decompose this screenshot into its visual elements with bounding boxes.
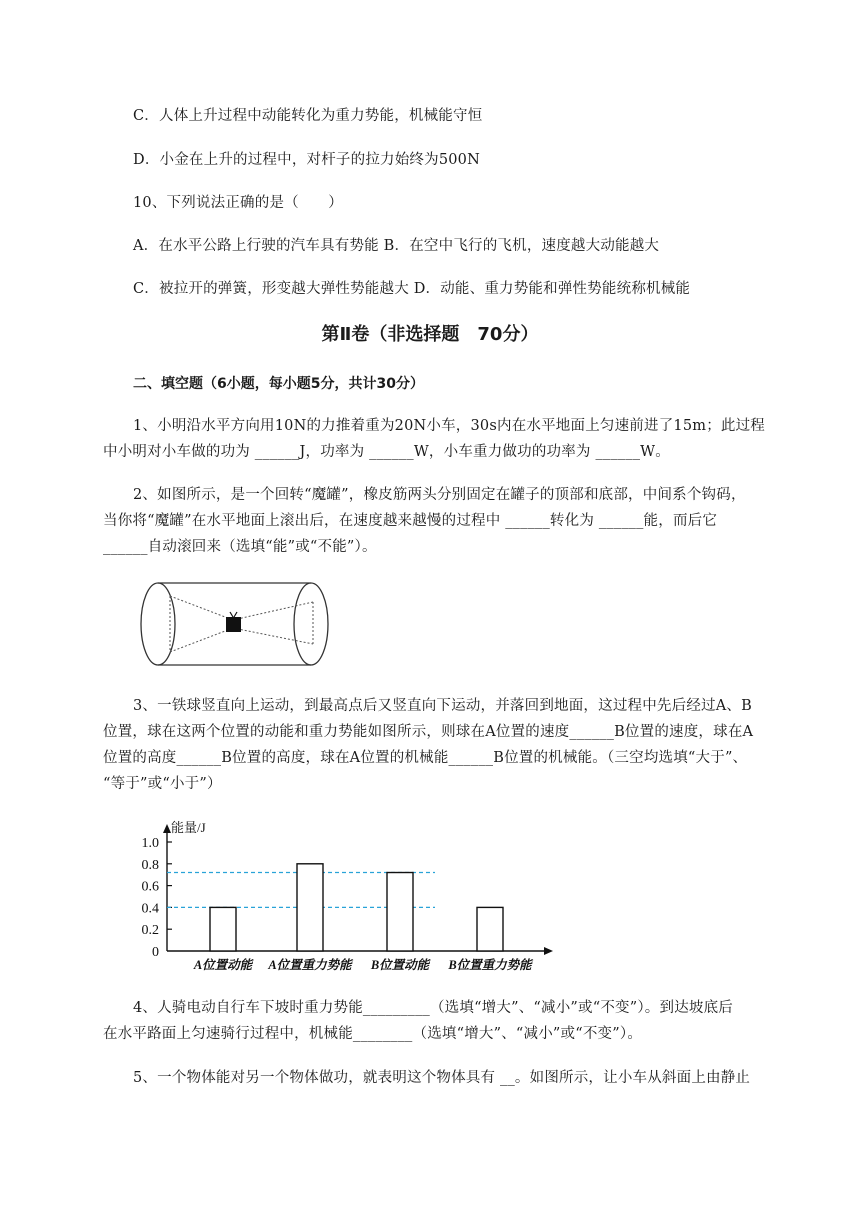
fill-q1-line2: 中小明对小车做的功为 ______J，功率为 ______W，小车重力做功的功率为 ______W。 (103, 444, 670, 460)
y-tick-label: 1.0 (141, 836, 159, 851)
y-axis-label: 能量/J (171, 820, 206, 835)
energy-bar-chart (125, 810, 565, 980)
part2-title: 第Ⅱ卷（非选择题 70分） (321, 324, 539, 345)
fill-q2-line2: 当你将“魔罐”在水平地面上滚出后，在速度越来越慢的过程中 ______转化为 ______能，而后它 (103, 513, 718, 529)
y-tick-label: 0.8 (141, 857, 159, 873)
q9-option-d: D．小金在上升的过程中，对杆子的拉力始终为500N (133, 152, 480, 168)
fill-q2-line1: 2、如图所示，是一个回转“魔罐”，橡皮筋两头分别固定在罐子的顶部和底部，中间系个钩码， (133, 487, 746, 503)
bar (210, 907, 236, 951)
x-tick-label: A位置动能 (193, 958, 253, 972)
fill-q5-line1: 5、一个物体能对另一个物体做功，就表明这个物体具有 __。如图所示，让小车从斜面上由静止 (133, 1070, 751, 1086)
y-axis-arrow (163, 824, 171, 833)
fill-q4-line1: 4、人骑电动自行车下坡时重力势能_________（选填“增大”、“减小”或“不变”）。到达坡底后 (133, 1000, 733, 1016)
q10-options-cd: C．被拉开的弹簧，形变越大弹性势能越大 D．动能、重力势能和弹性势能统称机械能 (133, 281, 691, 297)
q10-options-ab: A．在水平公路上行驶的汽车具有势能 B．在空中飞行的飞机，速度越大动能越大 (133, 238, 660, 254)
fill-q3-line2: 位置，球在这两个位置的动能和重力势能如图所示，则球在A位置的速度______B位置的速度，球在A (103, 724, 754, 740)
fill-q3-line4: “等于”或“小于”） (103, 776, 222, 792)
fill-q1-line1: 1、小明沿水平方向用10N的力推着重为20N小车，30s内在水平地面上匀速前进了15m；此过程 (133, 418, 765, 434)
y-tick-label: 0 (152, 945, 159, 960)
fill-q2-line3: ______自动滚回来（选填“能”或“不能”）。 (103, 539, 377, 555)
q10-stem: 10、下列说法正确的是（ ） (133, 195, 343, 211)
y-tick-label: 0.6 (141, 879, 159, 895)
bar (387, 873, 413, 951)
q9-option-c: C．人体上升过程中动能转化为重力势能，机械能守恒 (133, 108, 483, 124)
bar (297, 864, 323, 951)
fill-q4-line2: 在水平路面上匀速骑行过程中，机械能________（选填“增大”、“减小”或“不变”）。 (103, 1026, 643, 1042)
x-tick-label: B位置重力势能 (448, 958, 532, 972)
x-tick-label: B位置动能 (370, 958, 430, 972)
section-heading: 二、填空题（6小题，每小题5分，共计30分） (133, 376, 424, 392)
magic-can-diagram (130, 576, 340, 672)
bar (477, 907, 503, 951)
y-tick-label: 0.2 (141, 923, 159, 939)
fill-q3-line3: 位置的高度______B位置的高度，球在A位置的机械能______B位置的机械能。（三空均选填“大于”、 (103, 750, 748, 766)
y-tick-label: 0.4 (141, 901, 159, 917)
x-axis-arrow (544, 947, 553, 955)
x-tick-label: A位置重力势能 (268, 958, 352, 972)
fill-q3-line1: 3、一铁球竖直向上运动，到最高点后又竖直向下运动，并落回到地面，这过程中先后经过A、B (133, 698, 752, 714)
